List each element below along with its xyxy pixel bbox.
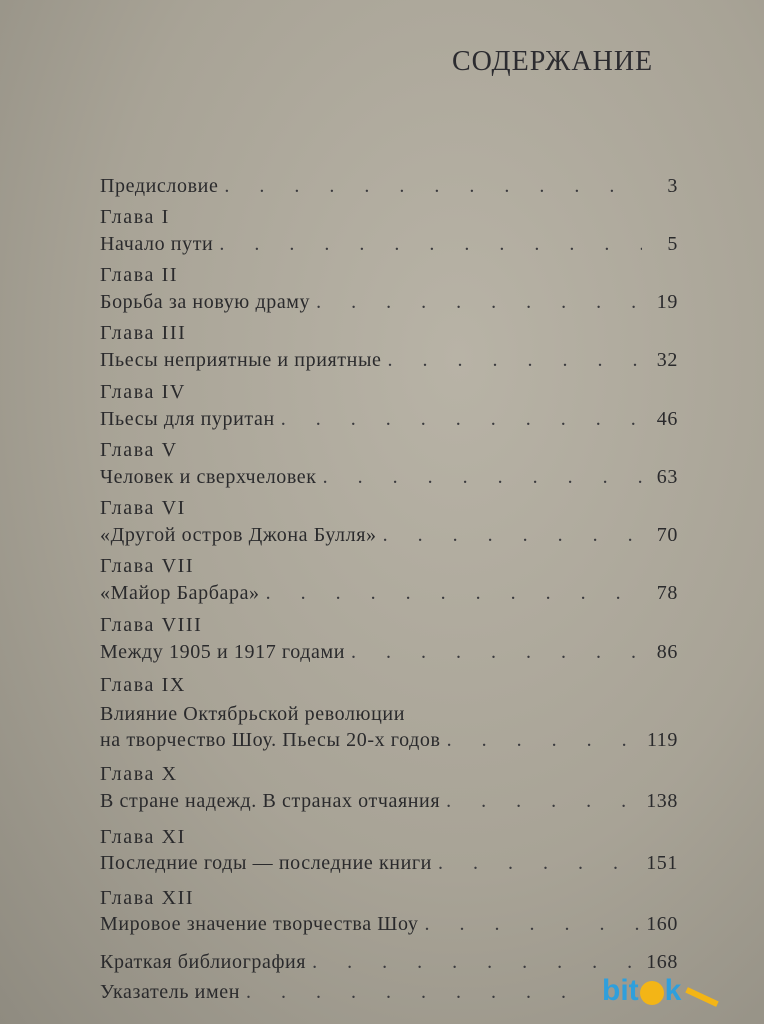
toc-entry-label: Краткая библиография [100, 951, 307, 973]
toc-entry-label: Указатель имен [100, 981, 241, 1003]
toc-entry-page: 19 [656, 291, 678, 313]
leader-dots [446, 790, 640, 813]
toc-entry-page: 160 [646, 913, 678, 935]
toc-entry [100, 845, 678, 875]
toc-entry-label: Начало пути [100, 233, 214, 255]
chapter-heading: Глава V [100, 439, 178, 461]
leader-dots [351, 641, 642, 664]
watermark-logo [602, 974, 719, 1008]
toc-entry-page: 168 [646, 951, 678, 973]
toc-entry-label: Пьесы для пуритан [100, 408, 275, 430]
toc-entry-page: 70 [656, 524, 678, 546]
leader-dots [424, 913, 640, 936]
leader-dots [323, 466, 642, 489]
toc-entry-page: 138 [646, 790, 678, 812]
watermark-o-icon [640, 981, 664, 1005]
toc-entry-page: 119 [646, 729, 678, 751]
chapter-heading: Глава I [100, 206, 170, 228]
leader-dots [219, 233, 642, 256]
toc-entry-page: 32 [656, 349, 678, 371]
chapter-heading: Глава IX [100, 674, 186, 696]
toc-entry-page: 3 [667, 175, 678, 197]
toc-entry-label: Мировое значение творчества Шоу [100, 913, 419, 935]
toc-entry [100, 226, 678, 256]
leader-dots [224, 175, 642, 198]
toc-entry-label: Человек и сверхчеловек [100, 466, 317, 488]
toc-entry-label: на творчество Шоу. Пьесы 20-х годов [100, 729, 441, 751]
toc-entry-page: 151 [646, 852, 678, 874]
chapter-heading: Глава VII [100, 555, 195, 577]
chapter-heading: Глава XII [100, 887, 195, 909]
toc-entry-index [100, 974, 620, 1004]
toc-entry-label: Предисловие [100, 175, 219, 197]
chapter-heading: Глава III [100, 322, 187, 344]
leader-dots [438, 852, 640, 875]
chapter-heading: Глава X [100, 763, 178, 785]
chapter-heading: Глава XI [100, 826, 186, 848]
leader-dots [447, 729, 641, 752]
toc-entry-label: Последние годы — последние книги [100, 852, 432, 874]
toc-entry-page: 46 [656, 408, 678, 430]
chapter-heading: Глава VI [100, 497, 186, 519]
leader-dots [383, 524, 642, 547]
toc-entry [100, 575, 678, 605]
toc-entry-page: 86 [656, 641, 678, 663]
toc-entry [100, 401, 678, 431]
toc-entry-label: В стране надежд. В странах отчаяния [100, 790, 441, 812]
toc-entry-page: 78 [656, 582, 678, 604]
leader-dots [316, 291, 642, 314]
toc-entry [100, 342, 678, 372]
toc-entry [100, 284, 678, 314]
watermark-text-right: k [664, 974, 682, 1007]
toc-entry-label: Пьесы неприятные и приятные [100, 349, 382, 371]
toc-entry-label: Борьба за новую драму [100, 291, 311, 313]
toc-entry-page: 63 [656, 466, 678, 488]
toc-entry [100, 783, 678, 813]
leader-dots [312, 951, 640, 974]
leader-dots [266, 582, 642, 605]
toc-entry [100, 906, 678, 936]
toc-entry [100, 634, 678, 664]
chapter-heading: Глава VIII [100, 614, 203, 636]
hammer-icon [686, 987, 719, 1007]
leader-dots [281, 408, 642, 431]
toc-entry [100, 517, 678, 547]
toc-entry [100, 459, 678, 489]
chapter-heading: Глава II [100, 264, 179, 286]
leader-dots [387, 349, 642, 372]
watermark-text-left: bit [602, 974, 639, 1007]
toc-entry-preface [100, 168, 678, 198]
toc-entry-label: «Другой остров Джона Булля» [100, 524, 377, 546]
toc-entry-label: Между 1905 и 1917 годами [100, 641, 346, 663]
toc-entry-bibliography [100, 944, 678, 974]
toc-entry [100, 722, 678, 752]
chapter-heading: Глава IV [100, 381, 186, 403]
leader-dots [246, 981, 584, 1004]
page-title: СОДЕРЖАНИЕ [452, 46, 654, 77]
toc-entry-label-line: Влияние Октябрьской революции [100, 703, 406, 725]
toc-entry-label: «Майор Барбара» [100, 582, 260, 604]
toc-entry-page: 5 [667, 233, 678, 255]
